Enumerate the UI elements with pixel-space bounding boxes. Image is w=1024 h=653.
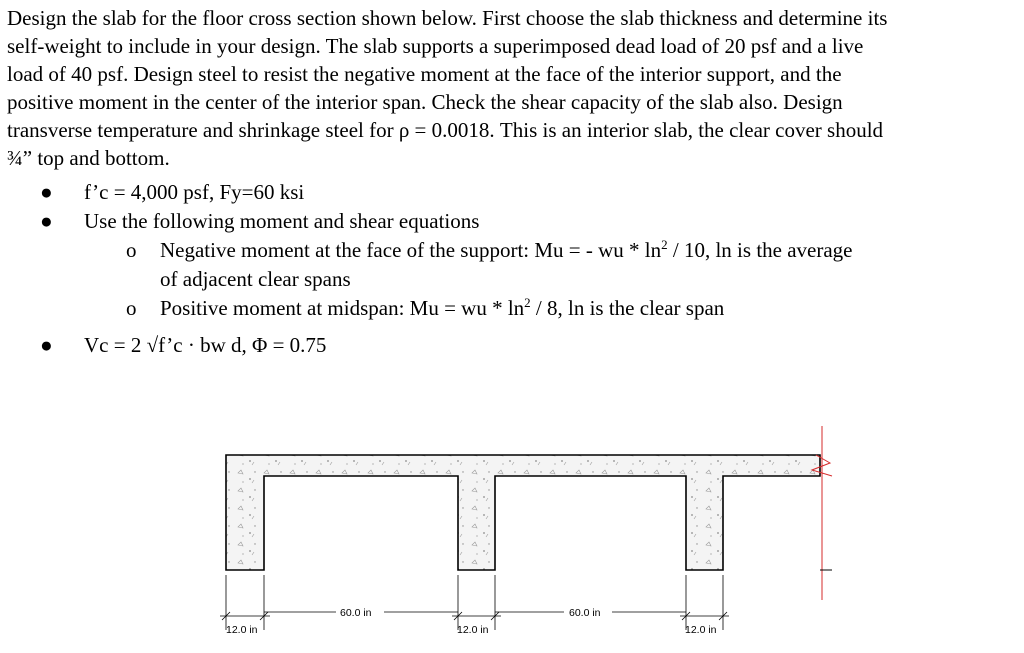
- dimension-label-beam-middle: 12.0 in: [457, 624, 489, 636]
- problem-line-3: load of 40 psf. Design steel to resist the negative moment at the face of the interior support, and the: [7, 62, 842, 86]
- dimension-lines: [220, 612, 729, 620]
- problem-line-4: positive moment in the center of the interior span. Check the shear capacity of the slab also. Design: [7, 90, 843, 114]
- exponent: 2: [661, 237, 668, 252]
- exponent: 2: [524, 295, 531, 310]
- bullet-icon: ●: [40, 209, 53, 233]
- problem-line-1: Design the slab for the floor cross section shown below. First choose the slab thickness and determine its: [7, 6, 888, 30]
- sub-bullet-icon: o: [126, 296, 137, 320]
- problem-line-2: self-weight to include in your design. The slab supports a superimposed dead load of 20 psf and a live: [7, 34, 864, 58]
- positive-moment-text-a: Positive moment at midspan: Mu = wu * ln: [160, 296, 525, 320]
- negative-moment-text-c: of adjacent clear spans: [160, 267, 351, 291]
- dimension-label-span-left: 60.0 in: [340, 607, 372, 619]
- problem-line-5: transverse temperature and shrinkage steel for ρ = 0.0018. This is an interior slab, the clear cover should: [7, 118, 884, 142]
- negative-moment-text-a: Negative moment at the face of the support: Mu = - wu * ln: [160, 238, 662, 262]
- sub-bullet-icon: o: [126, 238, 137, 262]
- negative-moment-text-b: / 10, ln is the average: [667, 238, 853, 262]
- dimension-label-span-right: 60.0 in: [569, 607, 601, 619]
- slab-concrete-section: [226, 455, 820, 570]
- extension-lines: [226, 575, 723, 630]
- equations-intro: Use the following moment and shear equations: [84, 209, 480, 233]
- dimension-label-beam-left: 12.0 in: [226, 624, 258, 636]
- bullet-icon: ●: [40, 180, 53, 204]
- material-properties: f’c = 4,000 psf, Fy=60 ksi: [84, 180, 305, 204]
- break-line: [812, 426, 832, 600]
- shear-equation: Vc = 2 √f’c · bw d, Φ = 0.75: [84, 333, 327, 357]
- bullet-icon: ●: [40, 333, 53, 357]
- positive-moment-text-b: / 8, ln is the clear span: [530, 296, 725, 320]
- problem-line-6: ¾” top and bottom.: [7, 146, 170, 170]
- dimension-label-beam-right: 12.0 in: [685, 624, 717, 636]
